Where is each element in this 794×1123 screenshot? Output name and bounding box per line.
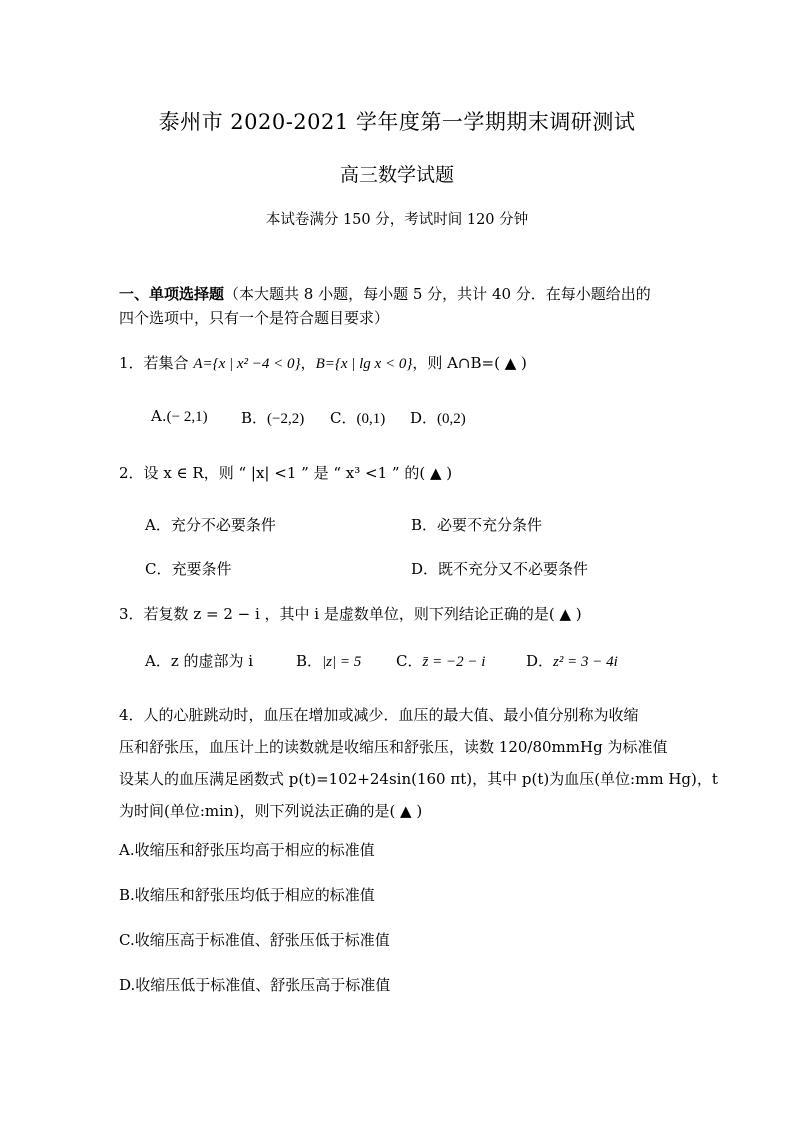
question-number: 3．: [119, 605, 144, 623]
q2-option-c: C．充要条件: [145, 560, 232, 578]
section-description-line2: 四个选项中，只有一个是符合题目要求）: [119, 309, 390, 327]
q2-option-a: A．充分不必要条件: [145, 516, 276, 534]
q3-option-d: D．z² = 3 − 4i: [526, 652, 618, 670]
q1-option-a: A.(− 2,1): [151, 407, 208, 425]
question-4-line4: 为时间(单位:min)，则下列说法正确的是( ▲ ): [119, 802, 423, 820]
question-number: 1．: [119, 354, 144, 372]
question-4-line3: 设某人的血压满足函数式 p(t)=102+24sin(160 πt)，其中 p(t)为血压(单位:mm Hg)，t: [119, 770, 718, 788]
section-heading: [119, 283, 651, 304]
question-number: 4．: [119, 706, 144, 724]
q2-option-b: B．必要不充分条件: [411, 516, 543, 534]
q1-option-c: C．(0,1): [330, 409, 386, 427]
exam-subtitle: 高三数学试题: [339, 164, 454, 186]
q1-option-b: B．(−2,2): [241, 409, 305, 427]
question-3: [119, 603, 582, 624]
question-number: 2．: [119, 464, 144, 482]
question-stem: 若复数 z = 2 − i ，其中 i 是虚数单位，则下列结论正确的是( ▲ ): [143, 605, 582, 623]
question-4-line2: 压和舒张压，血压计上的读数就是收缩压和舒张压，读数 120/80mmHg 为标准值: [119, 738, 668, 756]
q3-option-b: B．|z| = 5: [296, 652, 362, 670]
q3-option-c: C．z̄ = −2 − i: [396, 652, 486, 670]
section-description: （本大题共 8 小题，每小题 5 分，共计 40 分．在每小题给出的: [224, 285, 651, 303]
set-a: A={x | x² −4 < 0}: [193, 356, 301, 372]
q4-option-c: C.收缩压高于标准值、舒张压低于标准值: [119, 931, 390, 949]
q4-option-a: A.收缩压和舒张压均高于相应的标准值: [119, 841, 375, 859]
question-2: [119, 462, 452, 483]
exam-title: 泰州市 2020-2021 学年度第一学期期末调研测试: [158, 110, 636, 134]
q2-option-d: D．既不充分又不必要条件: [411, 560, 589, 578]
q4-option-b: B.收缩压和舒张压均低于相应的标准值: [119, 886, 375, 904]
q3-option-a: A．z 的虚部为 i: [145, 652, 254, 670]
set-b: B={x | lg x < 0}: [315, 356, 413, 372]
question-stem: 设 x ∈ R，则 “ |x| <1 ” 是 “ x³ <1 ” 的( ▲ ): [143, 464, 453, 482]
question-4-line1: 4．人的心脏跳动时，血压在增加或减少．血压的最大值、最小值分别称为收缩: [119, 706, 639, 724]
section-title: 一、单项选择题: [119, 285, 225, 303]
q4-option-d: D.收缩压低于标准值、舒张压高于标准值: [119, 976, 391, 994]
q1-option-d: D．(0,2): [410, 409, 466, 427]
question-1: 1．若集合 A={x | x² −4 < 0}，B={x | lg x < 0}，则 A∩B=( ▲ ): [119, 354, 527, 372]
exam-meta: 本试卷满分 150 分，考试时间 120 分钟: [265, 212, 529, 228]
